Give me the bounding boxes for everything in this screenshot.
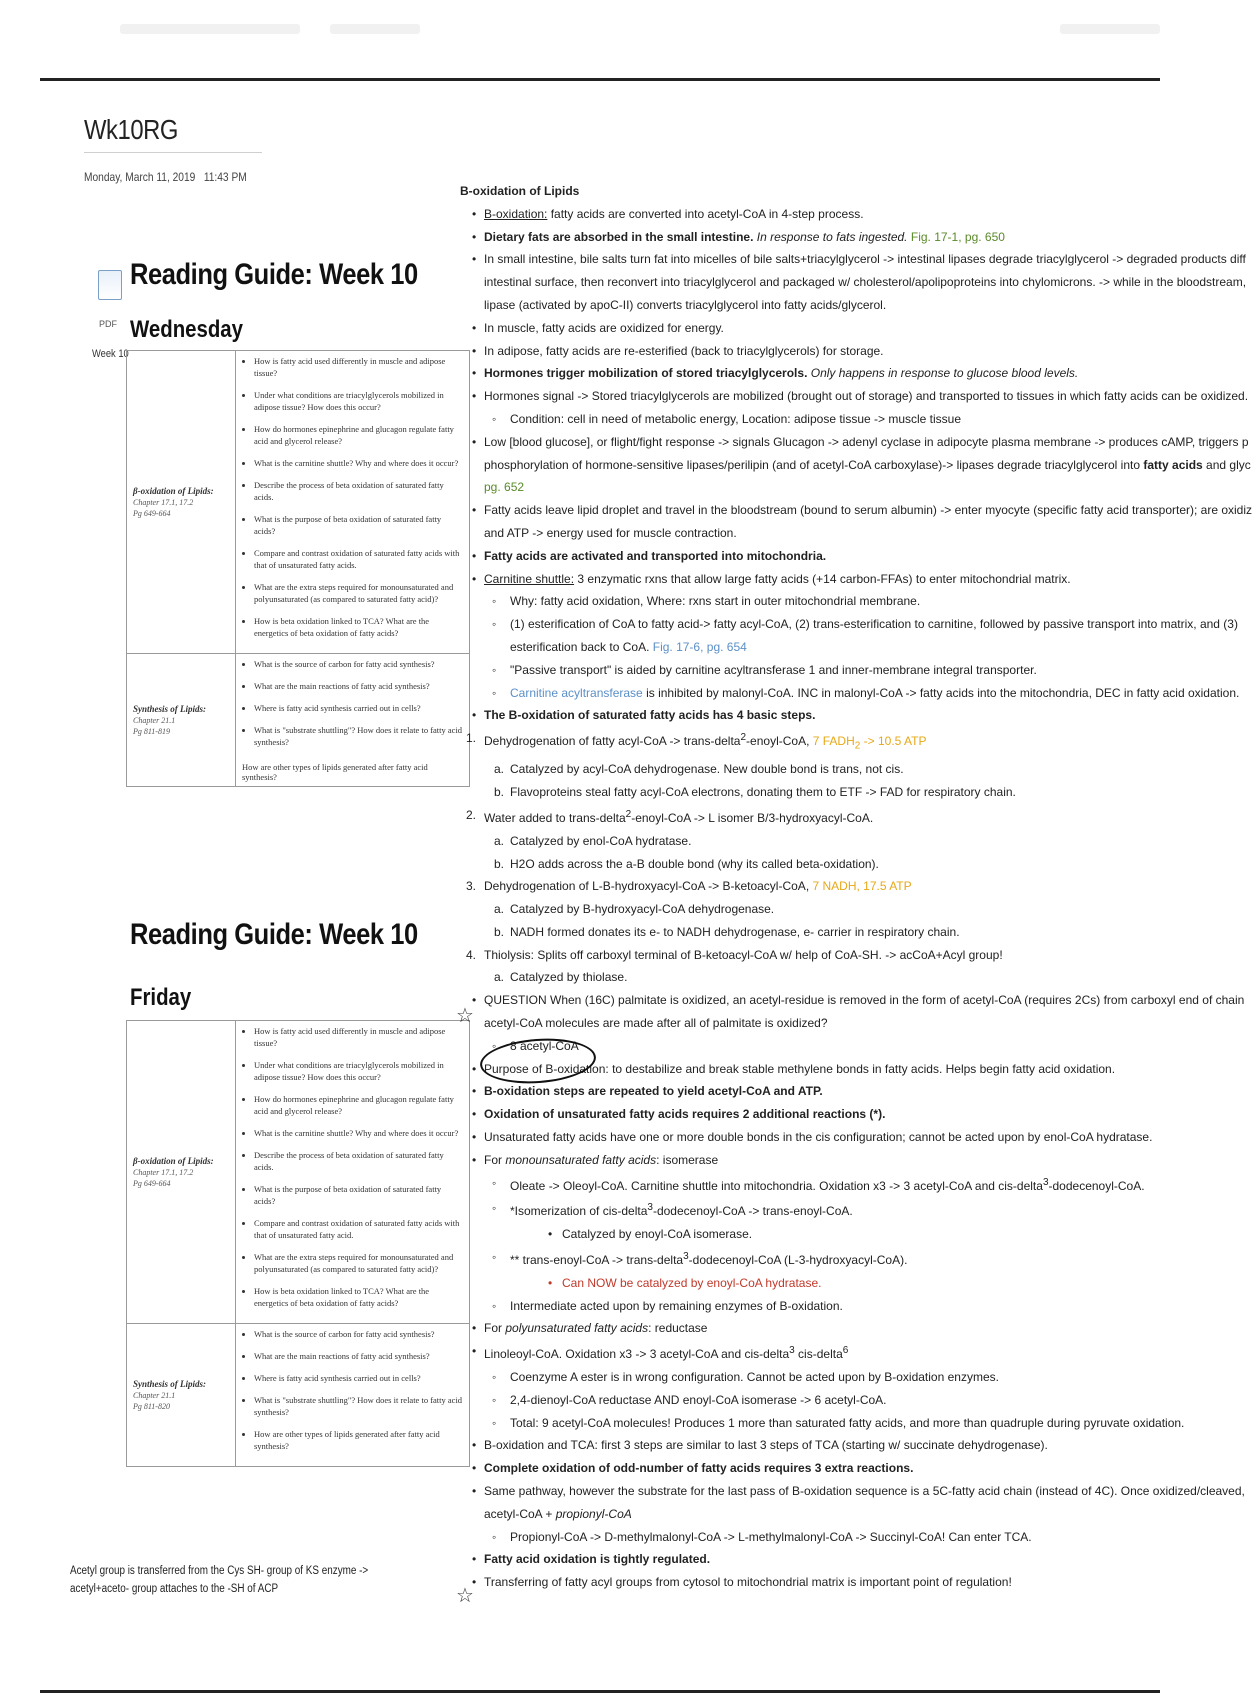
topic-chapter: Chapter 21.1 (133, 1391, 176, 1400)
notes-column (458, 180, 1252, 1594)
page-time: 11:43 PM (203, 170, 247, 184)
question-item: • Where is fatty acid synthesis carried out in cells? (254, 1372, 463, 1384)
note-line: • In muscle, fatty acids are oxidized for energy. (458, 317, 1098, 340)
text-run: Dehydrogenation of fatty acyl-CoA -> trans-delta (484, 734, 741, 749)
substep-letter: b. (494, 856, 505, 871)
step-line (458, 727, 1098, 758)
table-row (127, 654, 470, 787)
note-line (458, 454, 1251, 477)
question-item: • Under what conditions are triacylglycerols mobilized in adipose tissue? How does this occur? (254, 1059, 463, 1083)
answer-line: ◦ 8 acetyl-CoA (458, 1035, 1098, 1058)
text-run: 3 (1042, 1176, 1049, 1188)
note-line (458, 1503, 1098, 1526)
friday-guide-heading: Reading Guide: Week 10 (130, 918, 418, 951)
text-run: and glyc (1202, 457, 1251, 472)
question-item: • Under what conditions are triacylglycerols mobilized in adipose tissue? How does this occur? (254, 389, 463, 413)
note-line (458, 636, 1098, 659)
notes-heading: B-oxidation of Lipids (460, 184, 580, 198)
substep-letter: a. (494, 762, 505, 777)
question-item: • How do hormones epinephrine and glucagon regulate fatty acid and glycerol release? (254, 423, 463, 447)
blurred-header-bar (0, 0, 1200, 78)
table-row (127, 351, 470, 654)
note-line (458, 568, 1098, 591)
question-item: • Compare and contrast oxidation of saturated fatty acids with that of unsaturated fatty acids. (254, 547, 463, 571)
substep-line (458, 758, 1098, 781)
text-run: monounsaturated fatty acids (505, 1152, 657, 1167)
text-run: Oleate -> Oleoyl-CoA. Carnitine shuttle into mitochondria. Oxidation x3 -> 3 acetyl-CoA and cis-delta (510, 1178, 1043, 1193)
pdf-label: PDF (99, 319, 117, 329)
note-line: • Hormones signal -> Stored triacylglycerols are mobilized (brought out of storage) and transported to tissues in which fatty acids can be oxidized. (458, 385, 1098, 408)
text-run: Flavoproteins steal fatty acyl-CoA electrons, donating them to ETF -> FAD for respiratory chain. (510, 785, 1016, 800)
text-run: Complete oxidation of odd-number of fatty acids requires 3 extra reactions. (484, 1461, 914, 1476)
text-run: H2O adds across the a-B double bond (why its called beta-oxidation). (510, 856, 879, 871)
star-icon: ☆ (456, 1585, 474, 1607)
questions-cell (236, 1324, 470, 1467)
note-line: lipase (activated by apoC-II) converts triacylglycerol into fatty acids/glycerol. (484, 297, 887, 312)
text-run: polyunsaturated fatty acids (505, 1321, 649, 1336)
energy-yield: 7 NADH, 17.5 ATP (809, 879, 912, 894)
note-line: acetyl-CoA molecules are made after all of palmitate is oxidized? (484, 1016, 828, 1031)
text-run: Water added to trans-delta (484, 810, 626, 825)
text-run: For (484, 1321, 506, 1336)
note-line (458, 1340, 1098, 1366)
note-line: ◦ 2,4-dienoyl-CoA reductase AND enoyl-CoA isomerase -> 6 acetyl-CoA. (458, 1389, 1098, 1412)
text-run: NADH formed donates its e- to NADH dehydrogenase, e- carrier in respiratory chain. (510, 924, 960, 939)
figure-reference: Fig. 17-1, pg. 650 (907, 229, 1005, 244)
text-run: Catalyzed by B-hydroxyacyl-CoA dehydrogenase. (510, 902, 775, 917)
note-line (458, 545, 1098, 568)
text-run: Hormones trigger mobilization of stored triacylglycerols. (484, 366, 808, 381)
note-line: and ATP -> energy used for muscle contraction. (484, 525, 737, 540)
question-item: • Describe the process of beta oxidation of saturated fatty acids. (254, 479, 463, 503)
topic-name: β-oxidation of Lipids: (133, 1156, 214, 1166)
page-date: Monday, March 11, 2019 (84, 170, 196, 184)
note-line (458, 1149, 1098, 1172)
note-line: ◦ (1) esterification of CoA to fatty acid-> fatty acyl-CoA, (2) trans-esterification to carnitine, followed by passive transport into matrix, and (3) (458, 613, 1098, 636)
substep-letter: a. (494, 833, 505, 848)
text-run: propionyl-CoA (555, 1506, 632, 1521)
step-number: 2. (466, 807, 477, 822)
note-line (458, 1197, 1098, 1223)
question-item: • Compare and contrast oxidation of saturated fatty acids with that of unsaturated fatty acid. (254, 1217, 463, 1241)
topic-name: Synthesis of Lipids: (133, 704, 207, 714)
star-icon: ☆ (456, 1005, 474, 1027)
note-line (458, 1172, 1145, 1198)
topic-chapter: Chapter 21.1 (133, 716, 176, 725)
substep-letter: a. (494, 970, 505, 985)
text-run: In response to fats ingested. (753, 229, 908, 244)
question-item: • How is beta oxidation linked to TCA? What are the energetics of beta oxidation of fatty acids? (254, 615, 463, 639)
text-run: esterification back to CoA. (510, 639, 650, 654)
text-run: The B-oxidation of saturated fatty acids has 4 basic steps. (484, 708, 816, 723)
topic-pages: Pg 649-664 (133, 509, 171, 518)
step-number: 3. (466, 879, 477, 894)
wednesday-day-label: Wednesday (130, 316, 243, 343)
text-run: Oxidation of unsaturated fatty acids requires 2 additional reactions (*). (484, 1107, 886, 1122)
question-item: • What is the purpose of beta oxidation of saturated fatty acids? (254, 513, 463, 537)
text-run: 3 enzymatic rxns that allow large fatty acids (+14 carbon-FFAs) to enter mitochondrial matrix. (574, 571, 1071, 586)
question-item: • What are the extra steps required for monounsaturated and polyunsaturated (as compared to saturated fatty acid)? (254, 1251, 463, 1275)
text-run: For (484, 1152, 506, 1167)
question-item: • How do hormones epinephrine and glucagon regulate fatty acid and glycerol release? (254, 1093, 463, 1117)
text-run: -enoyl-CoA -> L isomer B/3-hydroxyacyl-CoA. (631, 810, 874, 825)
text-run: 2 (740, 732, 747, 744)
note-line: • Purpose of B-oxidation: to destabilize and break stable methylene bonds in fatty acids. Helps begin fatty acid oxidation. (458, 1058, 1098, 1081)
step-line (458, 944, 1098, 967)
note-line: intestinal surface, then reconvert into triacylglycerol and packaged w/ cholesterol/apolipoproteins into chylomicrons. -> while in the bloodstream, (484, 275, 1247, 290)
text-run: : isomerase (656, 1152, 719, 1167)
substep-letter: b. (494, 924, 505, 939)
title-underline (84, 152, 262, 153)
note-line (458, 1246, 1098, 1272)
bottom-divider (40, 1690, 1160, 1693)
substep-line (458, 853, 1098, 876)
text-run: Fatty acid oxidation is tightly regulated. (484, 1552, 711, 1567)
text-run: Thiolysis: Splits off carboxyl terminal of B-ketoacyl-CoA w/ help of CoA-SH. -> acCoA+Acyl group! (484, 947, 1003, 962)
note-line (458, 226, 1098, 249)
note-line: • Fatty acids leave lipid droplet and travel in the bloodstream (bound to serum albumin) -> enter myocyte (specific fatty acid transporter); are oxidiz (458, 499, 1098, 522)
highlight-line: • Can NOW be catalyzed by enoyl-CoA hydratase. (458, 1272, 1098, 1295)
text-run: 7 FADH (809, 734, 855, 749)
text-run: ** trans-enoyl-CoA -> trans-delta (510, 1253, 684, 1268)
text-run: Catalyzed by thiolase. (510, 970, 628, 985)
note-line: • Same pathway, however the substrate for the last pass of B-oxidation sequence is a 5C-fatty acid chain (instead of 4C). Once oxidized/cleaved, (458, 1480, 1098, 1503)
figure-reference: pg. 652 (484, 480, 525, 495)
question-item: • Describe the process of beta oxidation of saturated fatty acids. (254, 1149, 463, 1173)
questions-cell (236, 351, 470, 654)
text-run: Dehydrogenation of L-B-hydroxyacyl-CoA -> B-ketoacyl-CoA, (484, 879, 810, 894)
note-line: • In small intestine, bile salts turn fat into micelles of bile salts+triacylglycerol -> intestinal lipases degrade triacylglycerol -> degraded products diff (458, 248, 1098, 271)
text-run: -dodecenoyl-CoA (L-3-hydroxyacyl-CoA). (688, 1253, 908, 1268)
term-carnitine-acyltransferase: Carnitine acyltransferase (510, 685, 643, 700)
note-line: ◦ Condition: cell in need of metabolic energy, Location: adipose tissue -> muscle tissue (458, 408, 1098, 431)
text-run: 2 (854, 740, 861, 752)
note-line: • Catalyzed by enoyl-CoA isomerase. (458, 1223, 1098, 1246)
substep-letter: a. (494, 902, 505, 917)
topic-name: Synthesis of Lipids: (133, 1379, 207, 1389)
text-run: Fatty acids are activated and transported into mitochondria. (484, 548, 827, 563)
topic-cell (127, 654, 236, 787)
side-note: Acetyl group is transferred from the Cys SH- group of KS enzyme -> acetyl+aceto- group attaches to the -SH of ACP (70, 1565, 369, 1595)
substep-line (458, 921, 1098, 944)
question-item: • How is beta oxidation linked to TCA? What are the energetics of beta oxidation of fatty acids? (254, 1285, 463, 1309)
question-item: • What are the main reactions of fatty acid synthesis? (254, 680, 463, 692)
text-run: Dietary fats are absorbed in the small intestine. (484, 229, 754, 244)
wednesday-guide-heading: Reading Guide: Week 10 (130, 258, 418, 291)
text-run: 3 (647, 1202, 653, 1214)
step-number: 4. (466, 947, 477, 962)
text-run: Linoleoyl-CoA. Oxidation x3 -> 3 acetyl-CoA and cis-delta (484, 1347, 790, 1362)
note-line (458, 203, 1098, 226)
substep-line (458, 781, 1098, 804)
note-line: ◦ Propionyl-CoA -> D-methylmalonyl-CoA -> L-methylmalonyl-CoA -> Succinyl-CoA! Can enter TCA. (458, 1526, 1098, 1549)
substep-letter: b. (494, 785, 505, 800)
text-run: fatty acids are converted into acetyl-CoA in 4-step process. (547, 206, 864, 221)
question-item: • What is "substrate shuttling"? How does it relate to fatty acid synthesis? (254, 724, 463, 748)
attachment-caption: Week 10 (92, 348, 129, 360)
note-line: • In adipose, fatty acids are re-esterified (back to triacylglycerols) for storage. (458, 340, 1098, 363)
text-run: 6 (842, 1345, 849, 1357)
questions-cell (236, 654, 470, 787)
note-line: • Low [blood glucose], or flight/fight response -> signals Glucagon -> adenyl cyclase in adipocyte plasma membrane -> produces cAMP, triggers p (458, 431, 1098, 454)
topic-cell (127, 1021, 236, 1324)
text-run: phosphorylation of hormone-sensitive lipases/perilipin (and of acetyl-CoA carboxylase)-> lipases degrade triacylglycerol into (484, 457, 1144, 472)
note-line (458, 704, 1098, 727)
question-extra: How are other types of lipids generated after fatty acid synthesis? (242, 762, 428, 782)
topic-cell (127, 1324, 236, 1467)
text-run: cis-delta (794, 1347, 843, 1362)
note-line (458, 682, 1240, 705)
note-line: • B-oxidation and TCA: first 3 steps are similar to last 3 steps of TCA (starting w/ succinate dehydrogenase). (458, 1434, 1098, 1457)
step-number: 1. (466, 731, 477, 746)
question-item: • How is fatty acid used differently in muscle and adipose tissue? (254, 1025, 463, 1049)
text-run: -dodecenoyl-CoA -> trans-enoyl-CoA. (652, 1204, 853, 1219)
text-run: -> 10.5 ATP (860, 734, 927, 749)
question-item: • Where is fatty acid synthesis carried out in cells? (254, 702, 463, 714)
energy-yield (809, 734, 927, 752)
question-item: • How is fatty acid used differently in muscle and adipose tissue? (254, 355, 463, 379)
topic-chapter: Chapter 17.1, 17.2 (133, 1168, 194, 1177)
question-item: • What is the carnitine shuttle? Why and where does it occur? (254, 1127, 463, 1139)
text-run: -enoyl-CoA, (746, 734, 810, 749)
page-timestamp (84, 170, 247, 184)
note-line: ◦ Intermediate acted upon by remaining enzymes of B-oxidation. (458, 1295, 1098, 1318)
note-line: • Transferring of fatty acyl groups from cytosol to mitochondrial matrix is important point of regulation! (458, 1571, 1098, 1594)
substep-line (458, 898, 1098, 921)
text-run: B-oxidation steps are repeated to yield acetyl-CoA and ATP. (484, 1084, 823, 1099)
figure-reference: Fig. 17-6, pg. 654 (649, 639, 747, 654)
note-line: ◦ Why: fatty acid oxidation, Where: rxns start in outer mitochondrial membrane. (458, 590, 1098, 613)
note-line: ◦ "Passive transport" is aided by carnitine acyltransferase 1 and inner-membrane integral transporter. (458, 659, 1098, 682)
friday-guide-table (126, 1020, 470, 1467)
term-carnitine-shuttle: Carnitine shuttle: (484, 571, 575, 586)
text-run: 2 (625, 808, 632, 820)
text-run: is inhibited by malonyl-CoA. INC in malonyl-CoA -> fatty acids into the mitochondria, DEC in fatty acid oxidation. (642, 685, 1240, 700)
topic-pages: Pg 811-819 (133, 727, 170, 736)
note-line: • QUESTION When (16C) palmitate is oxidized, an acetyl-residue is removed in the form of acetyl-CoA (requires 2Cs) from carboxyl end of chain (458, 989, 1098, 1012)
text-run: *Isomerization of cis-delta (510, 1204, 648, 1219)
question-item: • What is the source of carbon for fatty acid synthesis? (254, 1328, 463, 1340)
top-divider (40, 78, 1160, 81)
question-item: • What is the purpose of beta oxidation of saturated fatty acids? (254, 1183, 463, 1207)
text-run: 3 (683, 1251, 689, 1263)
note-line (458, 1080, 1098, 1103)
step-line (458, 804, 1098, 830)
question-item: • What is the source of carbon for fatty acid synthesis? (254, 658, 463, 670)
text-run: : reductase (648, 1321, 708, 1336)
note-line (458, 362, 1098, 385)
note-line: • Unsaturated fatty acids have one or more double bonds in the cis configuration; cannot be acted upon by enol-CoA hydratase. (458, 1126, 1098, 1149)
table-row (127, 1324, 470, 1467)
text-run: Catalyzed by enol-CoA hydratase. (510, 833, 692, 848)
topic-name: β-oxidation of Lipids: (133, 486, 214, 496)
topic-pages: Pg 649-664 (133, 1179, 171, 1188)
table-row (127, 1021, 470, 1324)
step-line (458, 875, 1098, 898)
text-run: Catalyzed by acyl-CoA dehydrogenase. New double bond is trans, not cis. (510, 762, 904, 777)
term-b-oxidation: B-oxidation: (484, 206, 548, 221)
text-run: -dodecenoyl-CoA. (1048, 1178, 1145, 1193)
substep-line (458, 966, 1098, 989)
topic-chapter: Chapter 17.1, 17.2 (133, 498, 194, 507)
substep-line (458, 830, 1098, 853)
text-run: 3 (789, 1345, 795, 1357)
note-line (458, 1457, 1098, 1480)
page-title: Wk10RG (84, 114, 178, 145)
question-item: • What is "substrate shuttling"? How does it relate to fatty acid synthesis? (254, 1394, 463, 1418)
wednesday-guide-table (126, 350, 470, 787)
topic-cell (127, 351, 236, 654)
text-run: Only happens in response to glucose blood levels. (807, 366, 1079, 381)
note-line (458, 1317, 1098, 1340)
note-line (458, 1103, 1098, 1126)
note-line: ◦ Coenzyme A ester is in wrong configuration. Cannot be acted upon by B-oxidation enzymes. (458, 1366, 1098, 1389)
topic-pages: Pg 811-820 (133, 1402, 170, 1411)
text-run: acetyl-CoA + (484, 1506, 556, 1521)
friday-day-label: Friday (130, 984, 192, 1011)
pdf-file-icon (98, 270, 122, 300)
text-run: fatty acids (1143, 457, 1203, 472)
question-item: • What are the main reactions of fatty acid synthesis? (254, 1350, 463, 1362)
question-item: • What are the extra steps required for monounsaturated and polyunsaturated (as compared to saturated fatty acid)? (254, 581, 463, 605)
questions-cell (236, 1021, 470, 1324)
pdf-attachment[interactable] (98, 270, 120, 332)
note-line (458, 1548, 1098, 1571)
question-item: • How are other types of lipids generated after fatty acid synthesis? (254, 1428, 463, 1452)
question-item: • What is the carnitine shuttle? Why and where does it occur? (254, 457, 463, 469)
note-line: ◦ Total: 9 acetyl-CoA molecules! Produces 1 more than saturated fatty acids, and more than quadruple during pyruvate oxidation. (458, 1412, 1098, 1435)
